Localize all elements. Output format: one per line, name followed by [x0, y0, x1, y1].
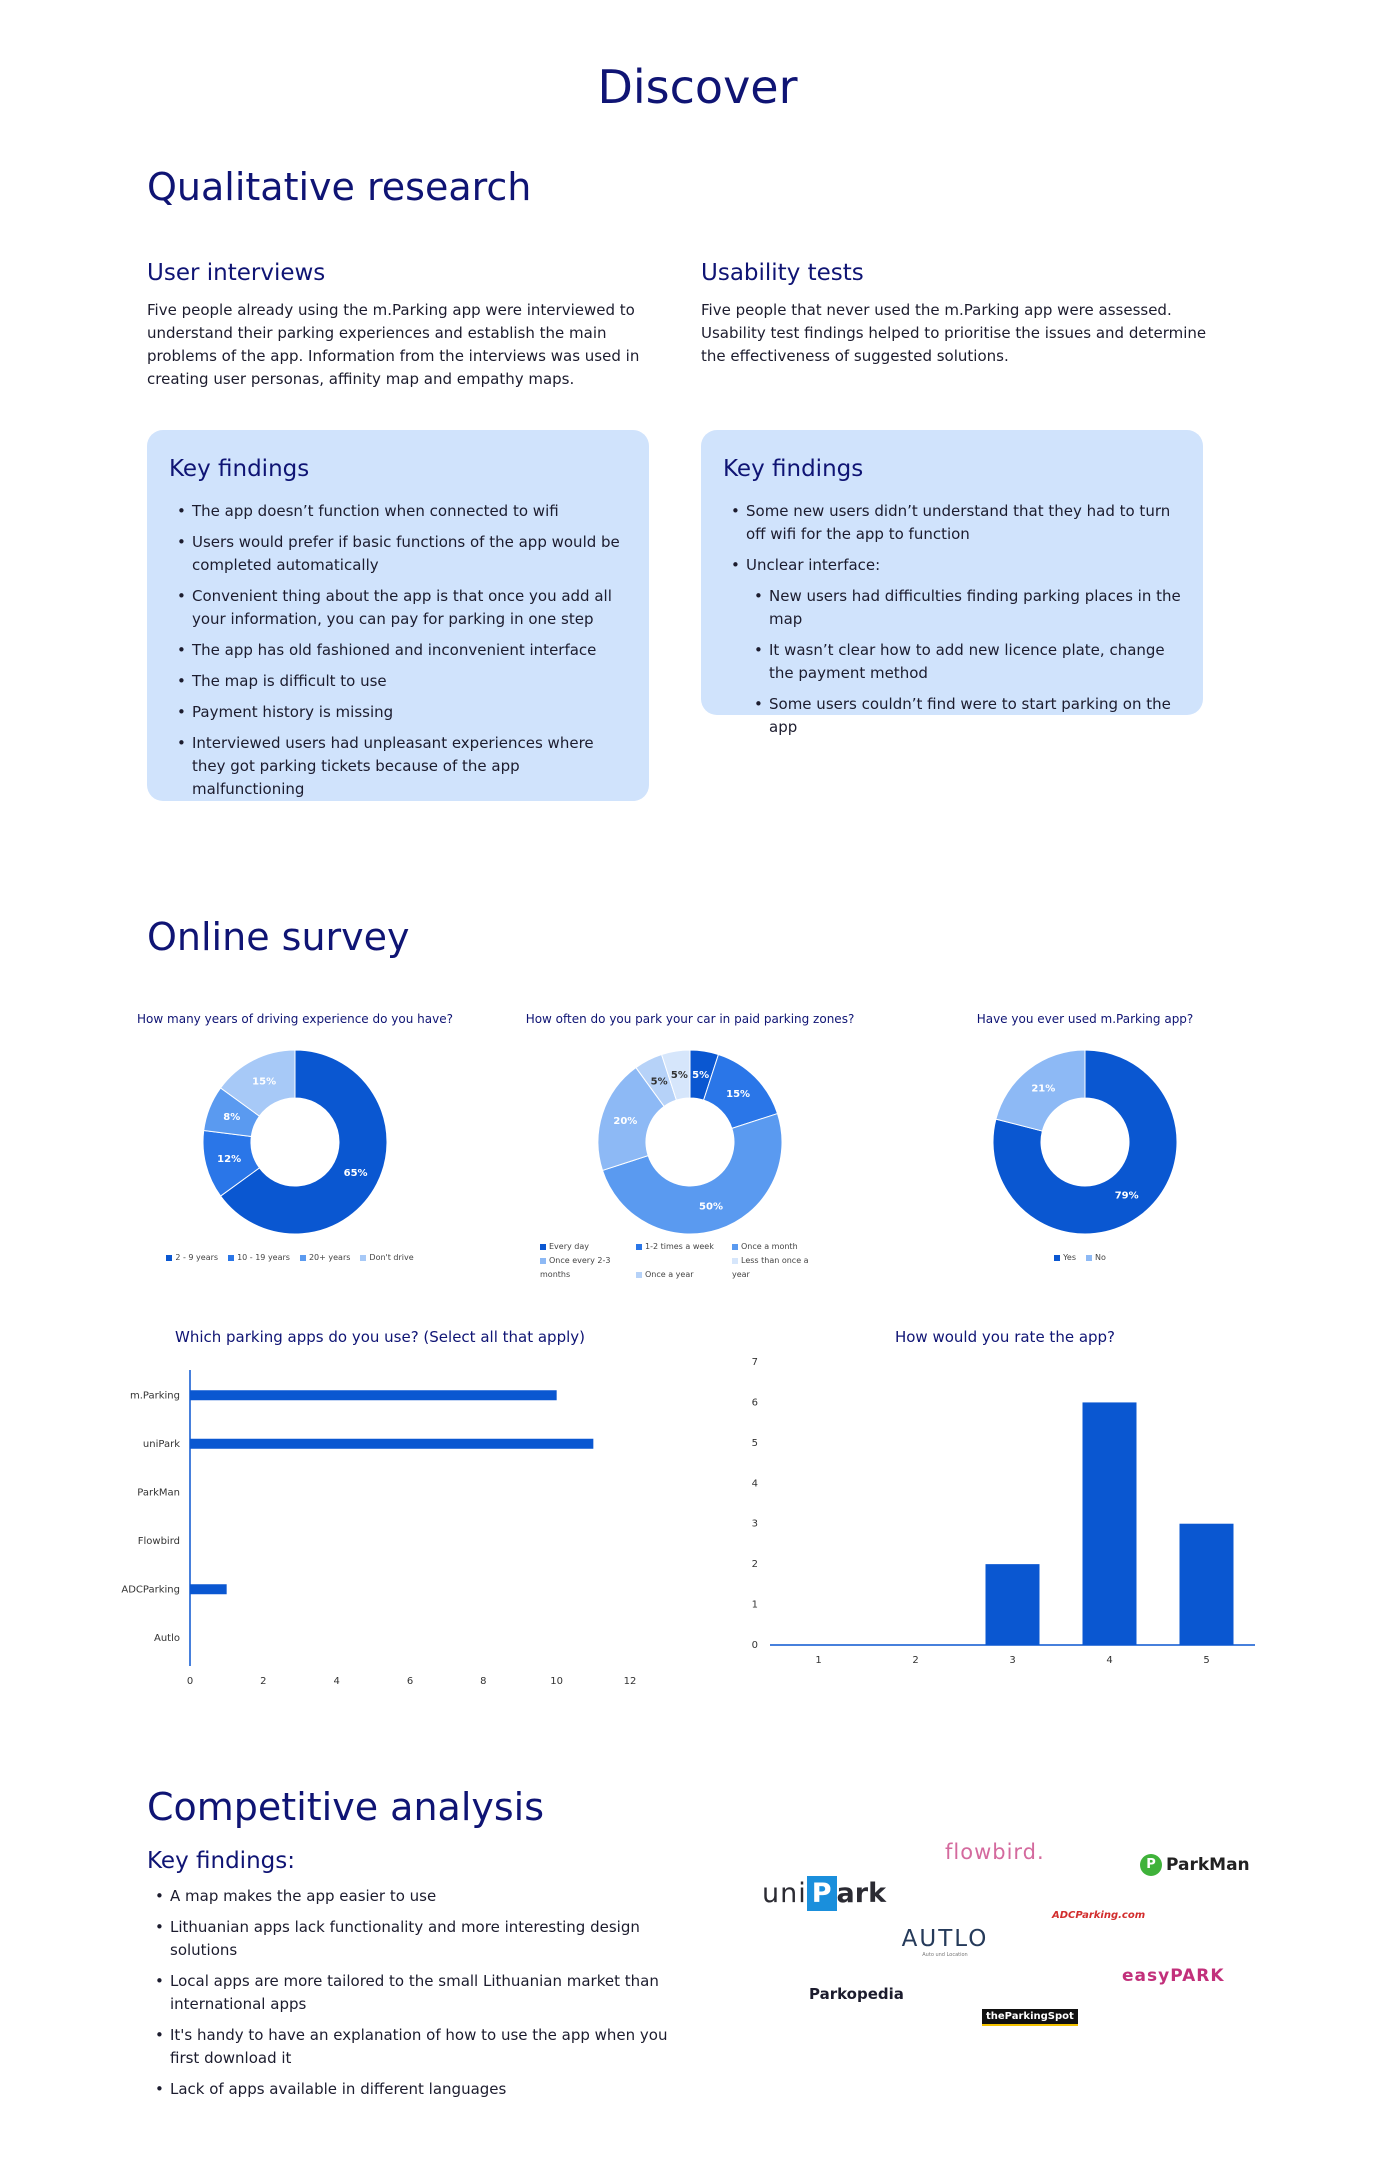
- legend-item: [540, 1254, 636, 1282]
- legend-swatch: [636, 1244, 642, 1250]
- legend-label: No: [1095, 1253, 1106, 1262]
- legend-item: [732, 1240, 828, 1254]
- data-label: 21%: [1031, 1083, 1056, 1095]
- unipark-logo: [762, 1876, 886, 1911]
- category-label: m.Parking: [130, 1390, 180, 1402]
- interviews-card-title: Key findings: [169, 456, 310, 482]
- x-tick-label: 4: [1106, 1655, 1113, 1666]
- competitive-findings: [147, 1885, 687, 2109]
- survey-heading: Online survey: [147, 915, 410, 959]
- chart-legend: [890, 1253, 1280, 1262]
- chart-legend: [540, 1240, 840, 1282]
- competitive-subheading: Key findings:: [147, 1848, 295, 1874]
- easypark-logo: easyPARK: [1122, 1966, 1225, 1986]
- theparkingspot-logo: theParkingSpot: [982, 2009, 1078, 2026]
- legend-label: Once every 2-3 months: [540, 1256, 611, 1279]
- legend-swatch: [540, 1244, 546, 1250]
- parkman-logo: [1140, 1854, 1250, 1876]
- bar: [190, 1390, 557, 1400]
- legend-label: Once a year: [645, 1270, 694, 1279]
- y-tick-label: 5: [751, 1437, 758, 1449]
- data-label: 79%: [1114, 1190, 1139, 1202]
- list-item: • Lithuanian apps lack functionality and more interesting design solutions: [147, 1916, 687, 1962]
- unipark-p-mark: P: [807, 1876, 837, 1911]
- parking-frequency-donut: [588, 1040, 792, 1244]
- driving-experience-donut: [193, 1040, 397, 1244]
- chart-title: How many years of driving experience do you have?: [137, 1012, 453, 1026]
- data-label: 12%: [217, 1153, 242, 1165]
- x-tick-label: 3: [1009, 1655, 1016, 1666]
- autlo-subtitle: Auto und Location: [922, 1952, 968, 1958]
- usability-text: Five people that never used the m.Parking app were assessed. Usability test findings helped to prioritise the issues and determine the effectiveness of suggested solutions.: [701, 301, 1207, 365]
- x-tick-label: 2: [260, 1676, 267, 1687]
- x-tick-label: 12: [623, 1676, 637, 1687]
- used-mparking-donut: [983, 1040, 1187, 1244]
- legend-label: Don't drive: [369, 1253, 414, 1262]
- list-item: • It's handy to have an explanation of how to use the app when you first download it: [147, 2024, 687, 2070]
- list-item: • The app has old fashioned and inconvenient interface: [169, 639, 629, 662]
- unipark-text-c: ark: [836, 1878, 887, 1909]
- y-tick-label: 7: [751, 1357, 758, 1368]
- chart-title: Which parking apps do you use? (Select all that apply): [174, 1328, 585, 1346]
- legend-label: 1-2 times a week: [645, 1242, 714, 1251]
- list-item: • Interviewed users had unpleasant experiences where they got parking tickets because of the app malfunctioning: [169, 732, 629, 801]
- list-item: • Local apps are more tailored to the small Lithuanian market than international apps: [147, 1970, 687, 2016]
- legend-item: [540, 1240, 636, 1254]
- legend-swatch: [732, 1244, 738, 1250]
- chart-title: How often do you park your car in paid parking zones?: [525, 1012, 855, 1026]
- bar: [986, 1564, 1040, 1645]
- interviews-text: Five people already using the m.Parking app were interviewed to understand their parking experiences and establish the main problems of the app. Information from the interviews was used in creating user personas, affinity map and empathy maps.: [147, 301, 640, 388]
- bar: [190, 1584, 227, 1594]
- list-item: • Some new users didn’t understand that they had to turn off wifi for the app to function: [723, 500, 1183, 546]
- list-item: • Unclear interface:: [723, 554, 1183, 577]
- qualitative-heading: Qualitative research: [147, 165, 532, 209]
- x-tick-label: 0: [186, 1676, 194, 1687]
- chart-title: How would you rate the app?: [894, 1328, 1116, 1346]
- legend-item: [636, 1268, 732, 1282]
- parkman-label: ParkMan: [1166, 1855, 1250, 1875]
- y-tick-label: 4: [751, 1478, 758, 1490]
- data-label: 5%: [670, 1069, 688, 1081]
- category-label: Flowbird: [137, 1535, 180, 1547]
- legend-swatch: [732, 1258, 738, 1264]
- category-label: Autlo: [154, 1632, 180, 1644]
- autlo-logo: [900, 1926, 990, 1958]
- list-item: • The app doesn’t function when connected to wifi: [169, 500, 629, 523]
- legend-item: [228, 1253, 290, 1262]
- legend-label: Less than once a year: [732, 1256, 809, 1279]
- data-label: 15%: [252, 1076, 277, 1088]
- list-item: • Payment history is missing: [169, 701, 629, 724]
- x-tick-label: 5: [1203, 1655, 1210, 1666]
- legend-item: [636, 1240, 732, 1254]
- x-tick-label: 2: [912, 1655, 919, 1666]
- legend-item: [1054, 1253, 1076, 1262]
- interviews-title: User interviews: [147, 260, 326, 286]
- legend-item: [300, 1253, 350, 1262]
- list-item: • New users had difficulties finding parking places in the map: [723, 585, 1183, 631]
- y-tick-label: 1: [751, 1599, 758, 1611]
- legend-label: Every day: [549, 1242, 589, 1251]
- y-tick-label: 6: [751, 1397, 758, 1409]
- interviews-findings-list: [169, 500, 629, 809]
- usability-card-title: Key findings: [723, 456, 864, 482]
- list-item: • Users would prefer if basic functions of the app would be completed automatically: [169, 531, 629, 577]
- data-label: 15%: [726, 1088, 751, 1100]
- x-tick-label: 4: [333, 1676, 340, 1687]
- data-label: 8%: [223, 1111, 241, 1123]
- data-label: 5%: [650, 1076, 668, 1088]
- legend-swatch: [166, 1255, 172, 1261]
- unipark-text-a: uni: [762, 1878, 807, 1909]
- bar: [190, 1439, 593, 1449]
- list-item: • Convenient thing about the app is that once you add all your information, you can pay for parking in one step: [169, 585, 629, 631]
- x-tick-label: 1: [815, 1655, 822, 1666]
- x-tick-label: 6: [406, 1676, 414, 1687]
- list-item: • Some users couldn’t find were to start parking on the app: [723, 693, 1183, 739]
- adcparking-logo: ADCParking.com: [1052, 1910, 1146, 1921]
- list-item: • Lack of apps available in different languages: [147, 2078, 687, 2101]
- legend-swatch: [1086, 1255, 1092, 1261]
- legend-swatch: [540, 1258, 546, 1264]
- data-label: 50%: [699, 1201, 723, 1213]
- parkopedia-logo: Parkopedia: [809, 1985, 904, 2003]
- legend-swatch: [228, 1255, 234, 1261]
- legend-swatch: [360, 1255, 366, 1261]
- legend-label: Once a month: [741, 1242, 798, 1251]
- legend-label: 2 - 9 years: [175, 1253, 219, 1262]
- category-label: ParkMan: [137, 1487, 180, 1499]
- data-label: 65%: [343, 1167, 368, 1179]
- page-title: Discover: [597, 60, 798, 114]
- bar: [1083, 1402, 1137, 1645]
- flowbird-logo: flowbird.: [945, 1840, 1045, 1864]
- competitive-heading: Competitive analysis: [147, 1785, 545, 1829]
- list-item: • A map makes the app easier to use: [147, 1885, 687, 1908]
- data-label: 20%: [613, 1115, 638, 1127]
- legend-label: 20+ years: [308, 1253, 351, 1262]
- y-tick-label: 0: [751, 1640, 758, 1651]
- chart-title: Have you ever used m.Parking app?: [976, 1012, 1194, 1026]
- y-tick-label: 3: [751, 1518, 758, 1530]
- category-label: ADCParking: [121, 1584, 180, 1596]
- parking-apps-bar-chart: [100, 1355, 660, 1687]
- autlo-wordmark: AUTLO: [901, 1926, 989, 1952]
- category-label: uniPark: [142, 1438, 180, 1450]
- x-tick-label: 10: [550, 1676, 564, 1687]
- usability-title: Usability tests: [701, 260, 864, 286]
- y-tick-label: 2: [751, 1559, 758, 1571]
- usability-findings-list: [723, 500, 1183, 747]
- bar: [1180, 1524, 1234, 1645]
- interviews-findings-card: [147, 430, 649, 801]
- legend-label: 10 - 19 years: [237, 1253, 290, 1262]
- legend-swatch: [636, 1272, 642, 1278]
- legend-swatch: [300, 1255, 306, 1261]
- legend-item: [360, 1253, 413, 1262]
- data-label: 5%: [692, 1069, 710, 1081]
- legend-item: [166, 1253, 218, 1262]
- list-item: • It wasn’t clear how to add new licence plate, change the payment method: [723, 639, 1183, 685]
- legend-item: [732, 1254, 828, 1282]
- list-item: • The map is difficult to use: [169, 670, 629, 693]
- legend-label: Yes: [1063, 1253, 1077, 1262]
- app-rating-bar-chart: [730, 1350, 1270, 1675]
- usability-findings-card: [701, 430, 1203, 736]
- x-tick-label: 8: [480, 1676, 487, 1687]
- parkman-icon: P: [1140, 1854, 1162, 1876]
- chart-legend: [90, 1253, 500, 1262]
- legend-item: [1086, 1253, 1106, 1262]
- legend-swatch: [1054, 1255, 1060, 1261]
